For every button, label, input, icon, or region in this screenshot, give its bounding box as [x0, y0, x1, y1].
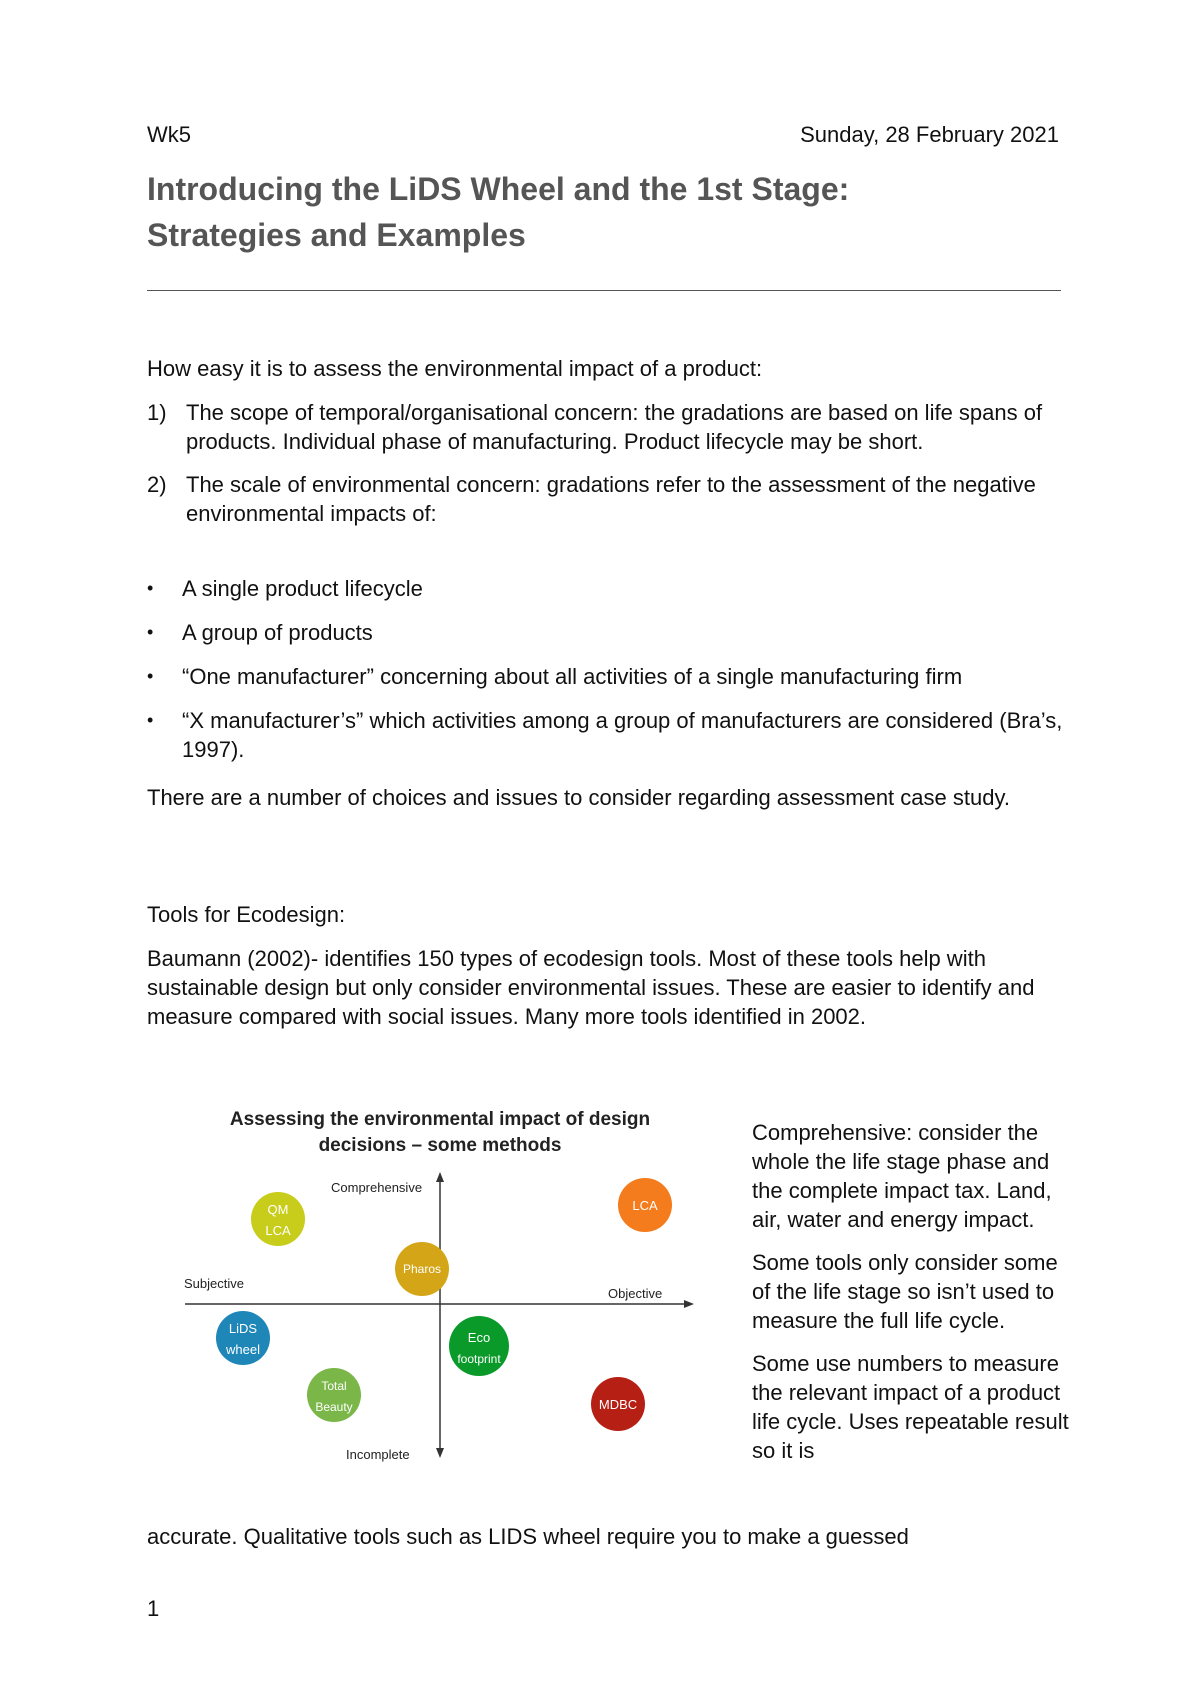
bullet-icon: • [147, 622, 154, 642]
bullet-text: A group of products [182, 620, 373, 645]
bullet-text: “One manufacturer” concerning about all activities of a single manufacturing firm [182, 664, 963, 689]
title-line-1: Introducing the LiDS Wheel and the 1st Stage: [147, 171, 850, 207]
bullet-icon: • [147, 578, 154, 598]
item-text: The scope of temporal/organisational concern: the gradations are based on life spans of products. Individual phase of manufacturing. Product lifecycle may be short. [186, 400, 1043, 454]
axis-label-incomplete: Incomplete [346, 1447, 410, 1462]
axis-label-subjective: Subjective [184, 1276, 244, 1291]
tool-eco-footprint [449, 1316, 509, 1376]
tool-label: QM [267, 1202, 289, 1217]
figure-title-line-2: decisions – some methods [318, 1135, 562, 1156]
axis-arrow-down-icon [436, 1448, 444, 1458]
tool-total-beauty [307, 1368, 361, 1422]
tool-mdbc [591, 1377, 645, 1431]
tool-label: Pharos [402, 1262, 442, 1276]
methods-figure [175, 1100, 715, 1480]
axis-label-objective: Objective [608, 1286, 663, 1301]
tool-label: Beauty [315, 1400, 353, 1414]
tail-paragraph: accurate. Qualitative tools such as LIDS wheel require you to make a guessed [147, 1524, 909, 1549]
tool-label: LCA [265, 1223, 291, 1238]
tool-label: wheel [226, 1342, 260, 1357]
tool-label: LCA [632, 1198, 658, 1213]
figure-commentary [752, 1118, 1072, 1479]
figure-title-line-1: Assessing the environmental impact of design [229, 1109, 651, 1130]
tool-lids-wheel [216, 1311, 270, 1365]
tool-label: LiDS [228, 1321, 258, 1336]
title-line-2: Strategies and Examples [147, 217, 526, 253]
tool-label: footprint [457, 1352, 501, 1366]
intro-paragraph: How easy it is to assess the environmental impact of a product: [147, 356, 763, 381]
bullet-item [147, 574, 1067, 603]
axis-label-comprehensive: Comprehensive [331, 1180, 423, 1195]
axis-arrow-right-icon [684, 1300, 694, 1308]
tools-heading: Tools for Ecodesign: [147, 902, 346, 927]
commentary-paragraph: Some tools only consider some of the life stage so isn’t used to measure the full life cycle. [752, 1250, 1058, 1333]
tool-label: Total [321, 1379, 347, 1393]
bullet-icon: • [147, 666, 154, 686]
baumann-paragraph: Baumann (2002)- identifies 150 types of ecodesign tools. Most of these tools help with sustainable design but only consider environmental issues. These are easier to identify and measure compared with social issues. Many more tools identified in 2002. [147, 946, 1035, 1029]
choices-paragraph: There are a number of choices and issues to consider regarding assessment case study. [147, 785, 1010, 810]
bullet-icon: • [147, 710, 154, 730]
bullet-text: A single product lifecycle [182, 576, 423, 601]
tool-qm-lca [251, 1192, 305, 1246]
item-number: 2) [147, 472, 167, 497]
commentary-paragraph: Comprehensive: consider the whole the life stage phase and the complete impact tax. Land, air, water and energy impact. [752, 1120, 1052, 1232]
tool-lca [618, 1178, 672, 1232]
numbered-list [147, 398, 1067, 542]
bullet-list [147, 574, 1067, 779]
item-text: The scale of environmental concern: gradations refer to the assessment of the negative environmental impacts of: [186, 472, 1036, 526]
header-date: Sunday, 28 February 2021 [800, 122, 1059, 147]
commentary-paragraph: Some use numbers to measure the relevant impact of a product life cycle. Uses repeatable result so it is [752, 1351, 1069, 1463]
bullet-text: “X manufacturer’s” which activities among a group of manufacturers are considered (Bra’s, 1997). [182, 708, 1063, 762]
tool-label: MDBC [598, 1397, 638, 1412]
tool-label: Eco [467, 1330, 491, 1345]
page-title [147, 166, 1067, 258]
methods-diagram [175, 1100, 715, 1480]
axis-arrow-up-icon [436, 1172, 444, 1182]
bullet-item [147, 662, 1067, 691]
title-divider [147, 290, 1061, 291]
numbered-item [147, 470, 1067, 528]
item-number: 1) [147, 400, 167, 425]
bullet-item [147, 706, 1067, 764]
page-number: 1 [147, 1596, 160, 1621]
header-week: Wk5 [147, 122, 191, 147]
numbered-item [147, 398, 1067, 456]
bullet-item [147, 618, 1067, 647]
tool-circle [449, 1316, 509, 1376]
tool-pharos [395, 1242, 449, 1296]
